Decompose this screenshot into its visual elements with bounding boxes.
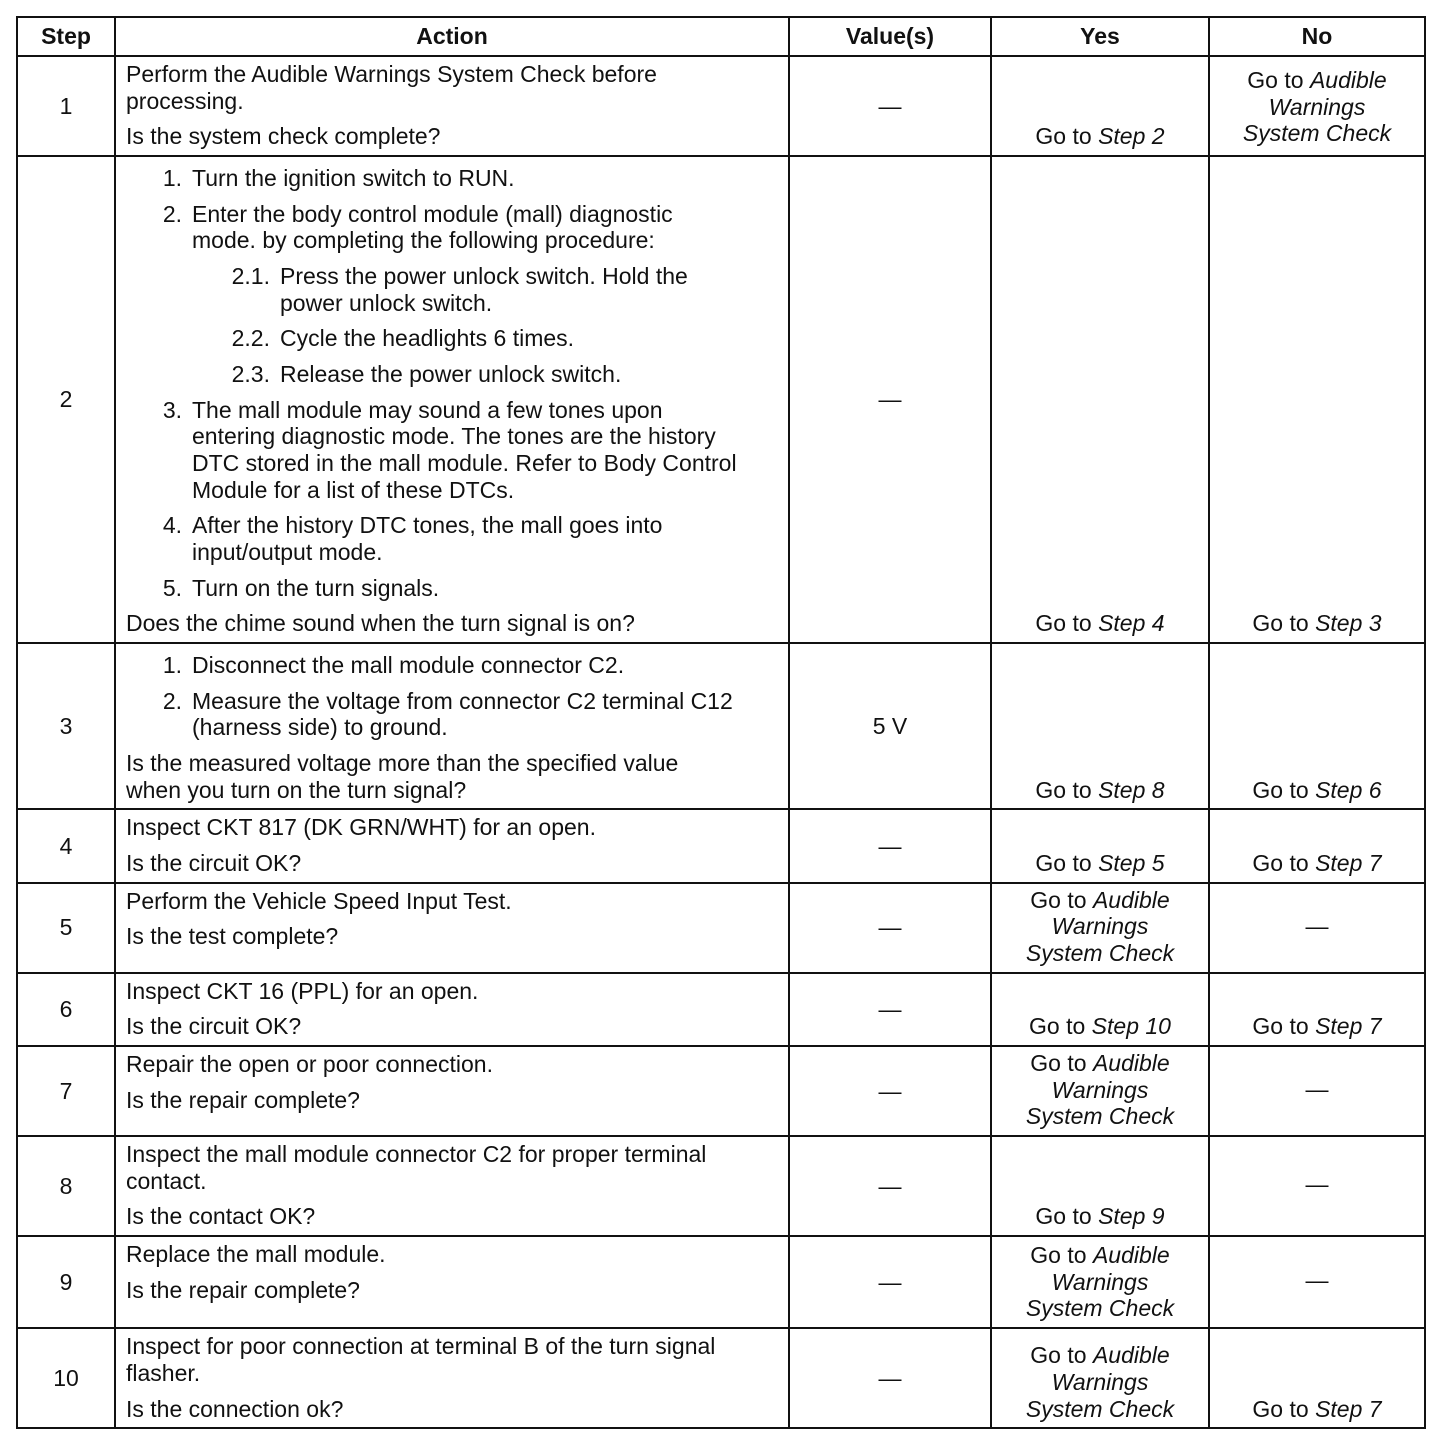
- no-reference: Audible: [1309, 67, 1387, 93]
- yes-goto-text: Go to: [1029, 1013, 1092, 1040]
- no-step-reference: Step 7: [1315, 1013, 1382, 1040]
- yes-goto-text: Go to: [1035, 850, 1099, 877]
- no-step-reference: Step 7: [1315, 1395, 1382, 1422]
- action-text: Inspect for poor connection at terminal B of the turn signal: [126, 1333, 716, 1360]
- yes-line: [996, 1203, 1204, 1230]
- yes-reference: [996, 1295, 1204, 1322]
- yes-cell: [991, 643, 1209, 809]
- item-text: Enter the body control module (mall) diagnostic: [192, 200, 673, 227]
- no-dash: —: [1305, 1267, 1329, 1294]
- no-dash: —: [1305, 912, 1329, 939]
- yes-line: [996, 1050, 1204, 1077]
- item-text: (harness side) to ground.: [192, 714, 448, 741]
- item-number: 3.: [162, 396, 182, 423]
- yes-goto-text: Go to: [1030, 1050, 1093, 1077]
- question-text: Is the contact OK?: [126, 1203, 316, 1230]
- item-body: [192, 397, 737, 504]
- yes-cell: [991, 56, 1209, 156]
- value-cell: —: [789, 883, 991, 973]
- no-cell: [1209, 883, 1425, 973]
- yes-cell: [991, 1236, 1209, 1328]
- no-line: [1214, 67, 1420, 94]
- item-number: 5.: [162, 574, 182, 601]
- item-number: 1.: [162, 165, 182, 192]
- item-body: [192, 165, 515, 192]
- sub-item: [136, 361, 688, 388]
- value-cell: —: [789, 809, 991, 882]
- item-body: [192, 575, 439, 602]
- yes-reference-text: Warnings: [1051, 1268, 1149, 1295]
- item-text: DTC stored in the mall module. Refer to Body Control: [192, 450, 737, 477]
- no-cell: [1209, 973, 1425, 1046]
- no-line: [1214, 1013, 1420, 1040]
- yes-line: [996, 1342, 1204, 1369]
- no-goto-text: Go to: [1252, 850, 1316, 877]
- yes-line: [996, 123, 1204, 150]
- yes-reference: Audible: [1092, 886, 1170, 913]
- table-row: [17, 1236, 1425, 1328]
- item-number: 4.: [162, 512, 182, 539]
- no-cell: [1209, 156, 1425, 643]
- action-cell: [115, 1046, 789, 1136]
- value-cell: 5 V: [789, 643, 991, 809]
- step-number: 2: [17, 156, 115, 643]
- no-goto-text: Go to: [1252, 1013, 1316, 1040]
- yes-reference: [996, 940, 1204, 967]
- action-list-item: [126, 512, 780, 565]
- yes-step-reference: Step 4: [1098, 610, 1165, 637]
- yes-reference-text: System Check: [1025, 1295, 1175, 1322]
- no-cell: [1209, 1328, 1425, 1428]
- no-line: [1214, 850, 1420, 877]
- yes-step-reference: Step 10: [1091, 1013, 1171, 1040]
- action-cell: [115, 156, 789, 643]
- table-row: [17, 1046, 1425, 1136]
- header-values: Value(s): [789, 17, 991, 56]
- no-cell: [1209, 1136, 1425, 1236]
- table-row: [17, 643, 1425, 809]
- no-line: [1214, 610, 1420, 637]
- question-text: Is the repair complete?: [126, 1086, 360, 1113]
- no-step-reference: Step 3: [1315, 610, 1382, 637]
- header-yes: Yes: [991, 17, 1209, 56]
- item-body: [192, 652, 624, 679]
- table-row: [17, 56, 1425, 156]
- table-row: [17, 1136, 1425, 1236]
- no-step-reference: Step 6: [1315, 776, 1382, 803]
- value-cell: —: [789, 1236, 991, 1328]
- yes-step-reference: Step 9: [1098, 1203, 1165, 1230]
- action-cell: [115, 809, 789, 882]
- step-number: 3: [17, 643, 115, 809]
- action-cell: [115, 643, 789, 809]
- yes-line: [996, 777, 1204, 804]
- item-text: Turn the ignition switch to RUN.: [192, 165, 515, 192]
- action-text: flasher.: [126, 1359, 201, 1386]
- yes-reference-text: Warnings: [1051, 1368, 1149, 1395]
- item-text: mode. by completing the following procedure:: [192, 227, 655, 254]
- yes-reference-text: System Check: [1025, 1395, 1175, 1422]
- yes-reference: Audible: [1092, 1050, 1170, 1077]
- yes-step-reference: Step 5: [1098, 850, 1165, 877]
- table-body: [17, 56, 1425, 1428]
- yes-goto-text: Go to: [1035, 1203, 1099, 1230]
- action-list: [126, 161, 780, 601]
- sub-item-number: 2.2.: [231, 325, 270, 352]
- table-row: [17, 883, 1425, 973]
- action-text: processing.: [126, 87, 244, 114]
- yes-goto-text: Go to: [1035, 776, 1099, 803]
- value-cell: —: [789, 156, 991, 643]
- question-text: Does the chime sound when the turn signal is on?: [126, 610, 635, 637]
- table-row: [17, 973, 1425, 1046]
- item-text: input/output mode.: [192, 539, 383, 566]
- action-text: contact.: [126, 1167, 207, 1194]
- action-list-item: [126, 201, 780, 388]
- yes-cell: [991, 1046, 1209, 1136]
- yes-goto-text: Go to: [1030, 886, 1093, 913]
- diagnostic-table-sheet: [16, 16, 1424, 1429]
- yes-line: [996, 1242, 1204, 1269]
- question-line: Is the measured voltage more than the specified value: [126, 750, 679, 777]
- yes-goto-text: Go to: [1030, 1342, 1093, 1369]
- action-list-item: [126, 652, 780, 679]
- yes-reference: Audible: [1092, 1342, 1170, 1369]
- header-no: No: [1209, 17, 1425, 56]
- no-reference-text: Warnings: [1268, 93, 1366, 120]
- item-body: [192, 688, 733, 741]
- action-list-item: [126, 397, 780, 504]
- action-cell: [115, 1236, 789, 1328]
- no-step-reference: Step 7: [1315, 850, 1382, 877]
- no-reference: [1214, 120, 1420, 147]
- no-cell: [1209, 809, 1425, 882]
- sub-item-number: 2.1.: [231, 263, 270, 290]
- yes-reference: [996, 1077, 1204, 1104]
- item-text: Disconnect the mall module connector C2.: [192, 652, 625, 679]
- item-number: 2.: [162, 687, 182, 714]
- action-cell: [115, 1328, 789, 1428]
- action-list-item: [126, 575, 780, 602]
- question-text: [126, 750, 780, 803]
- question-text: Is the test complete?: [126, 923, 339, 950]
- step-number: 6: [17, 973, 115, 1046]
- no-cell: [1209, 643, 1425, 809]
- yes-reference: [996, 1269, 1204, 1296]
- question-text: Is the repair complete?: [126, 1276, 360, 1303]
- item-text: After the history DTC tones, the mall goes into: [192, 512, 663, 539]
- sub-item-text: Release the power unlock switch.: [280, 361, 622, 388]
- action-text: Inspect the mall module connector C2 for proper terminal: [126, 1141, 707, 1168]
- sub-item-body: [280, 325, 574, 352]
- item-number: 1.: [162, 652, 182, 679]
- step-number: 1: [17, 56, 115, 156]
- action-text: Inspect CKT 817 (DK GRN/WHT) for an open.: [126, 814, 596, 841]
- sub-item-body: [280, 361, 621, 388]
- item-number: 2.: [162, 200, 182, 227]
- step-number: 9: [17, 1236, 115, 1328]
- step-number: 8: [17, 1136, 115, 1236]
- yes-cell: [991, 883, 1209, 973]
- yes-reference-text: Warnings: [1051, 913, 1149, 940]
- sub-item-text: power unlock switch.: [280, 289, 493, 316]
- action-text: Perform the Vehicle Speed Input Test.: [126, 887, 512, 914]
- yes-reference: [996, 1396, 1204, 1423]
- table-row: [17, 156, 1425, 643]
- item-text: Measure the voltage from connector C2 terminal C12: [192, 687, 733, 714]
- yes-line: [996, 1013, 1204, 1040]
- header-step: Step: [17, 17, 115, 56]
- sub-item-text: Cycle the headlights 6 times.: [280, 325, 575, 352]
- action-list: [126, 648, 780, 741]
- yes-cell: [991, 973, 1209, 1046]
- action-text: Replace the mall module.: [126, 1241, 386, 1268]
- yes-reference: [996, 913, 1204, 940]
- sub-item: [136, 325, 688, 352]
- action-cell: [115, 1136, 789, 1236]
- value-cell: —: [789, 973, 991, 1046]
- no-cell: [1209, 56, 1425, 156]
- action-cell: [115, 973, 789, 1046]
- value-cell: —: [789, 1328, 991, 1428]
- question-text: Is the circuit OK?: [126, 1013, 302, 1040]
- yes-line: [996, 610, 1204, 637]
- yes-reference: [996, 1369, 1204, 1396]
- no-line: [1214, 777, 1420, 804]
- action-text: Repair the open or poor connection.: [126, 1051, 493, 1078]
- yes-line: [996, 887, 1204, 914]
- value-cell: —: [789, 1046, 991, 1136]
- yes-reference: Audible: [1092, 1242, 1170, 1269]
- step-number: 10: [17, 1328, 115, 1428]
- item-text: Module for a list of these DTCs.: [192, 476, 515, 503]
- no-goto-text: Go to: [1247, 67, 1310, 93]
- question-text: Is the connection ok?: [126, 1395, 344, 1422]
- no-cell: [1209, 1046, 1425, 1136]
- question-text: Is the system check complete?: [126, 123, 441, 150]
- yes-goto-text: Go to: [1035, 123, 1099, 150]
- yes-reference: [996, 1103, 1204, 1130]
- question-line: when you turn on the turn signal?: [126, 776, 467, 803]
- yes-step-reference: Step 2: [1098, 123, 1165, 150]
- item-text: entering diagnostic mode. The tones are the history: [192, 423, 716, 450]
- sub-item: [136, 263, 688, 316]
- item-body: [192, 201, 688, 388]
- no-reference: [1214, 94, 1420, 121]
- diagnostic-table: [16, 16, 1426, 1429]
- header-row: [17, 17, 1425, 56]
- yes-cell: [991, 156, 1209, 643]
- value-cell: —: [789, 56, 991, 156]
- yes-step-reference: Step 8: [1098, 776, 1165, 803]
- yes-line: [996, 850, 1204, 877]
- yes-cell: [991, 809, 1209, 882]
- question-text: Is the circuit OK?: [126, 850, 302, 877]
- yes-reference-text: System Check: [1025, 940, 1175, 967]
- no-reference-text: System Check: [1242, 120, 1392, 147]
- action-cell: [115, 56, 789, 156]
- no-goto-text: Go to: [1252, 776, 1316, 803]
- value-cell: —: [789, 1136, 991, 1236]
- no-goto-text: Go to: [1252, 610, 1316, 637]
- step-number: 5: [17, 883, 115, 973]
- sub-item-number: 2.3.: [231, 361, 270, 388]
- item-body: [192, 512, 662, 565]
- no-cell: [1209, 1236, 1425, 1328]
- action-text: Perform the Audible Warnings System Check before: [126, 61, 657, 87]
- action-list-item: [126, 688, 780, 741]
- step-number: 4: [17, 809, 115, 882]
- sub-item-text: Press the power unlock switch. Hold the: [280, 263, 688, 290]
- sub-item-body: [280, 263, 688, 316]
- yes-reference-text: System Check: [1025, 1103, 1175, 1130]
- no-goto-text: Go to: [1252, 1395, 1316, 1422]
- action-cell: [115, 883, 789, 973]
- item-text: The mall module may sound a few tones upon: [192, 396, 663, 423]
- action-list-item: [126, 165, 780, 192]
- yes-reference-text: Warnings: [1051, 1076, 1149, 1103]
- item-text: Turn on the turn signals.: [192, 574, 440, 601]
- table-row: [17, 809, 1425, 882]
- step-number: 7: [17, 1046, 115, 1136]
- header-action: Action: [115, 17, 789, 56]
- table-row: [17, 1328, 1425, 1428]
- yes-goto-text: Go to: [1030, 1242, 1093, 1269]
- yes-goto-text: Go to: [1035, 610, 1099, 637]
- yes-cell: [991, 1328, 1209, 1428]
- action-text: Inspect CKT 16 (PPL) for an open.: [126, 977, 479, 1004]
- no-line: [1214, 1396, 1420, 1423]
- no-dash: —: [1305, 1076, 1329, 1103]
- yes-cell: [991, 1136, 1209, 1236]
- no-dash: —: [1305, 1171, 1329, 1198]
